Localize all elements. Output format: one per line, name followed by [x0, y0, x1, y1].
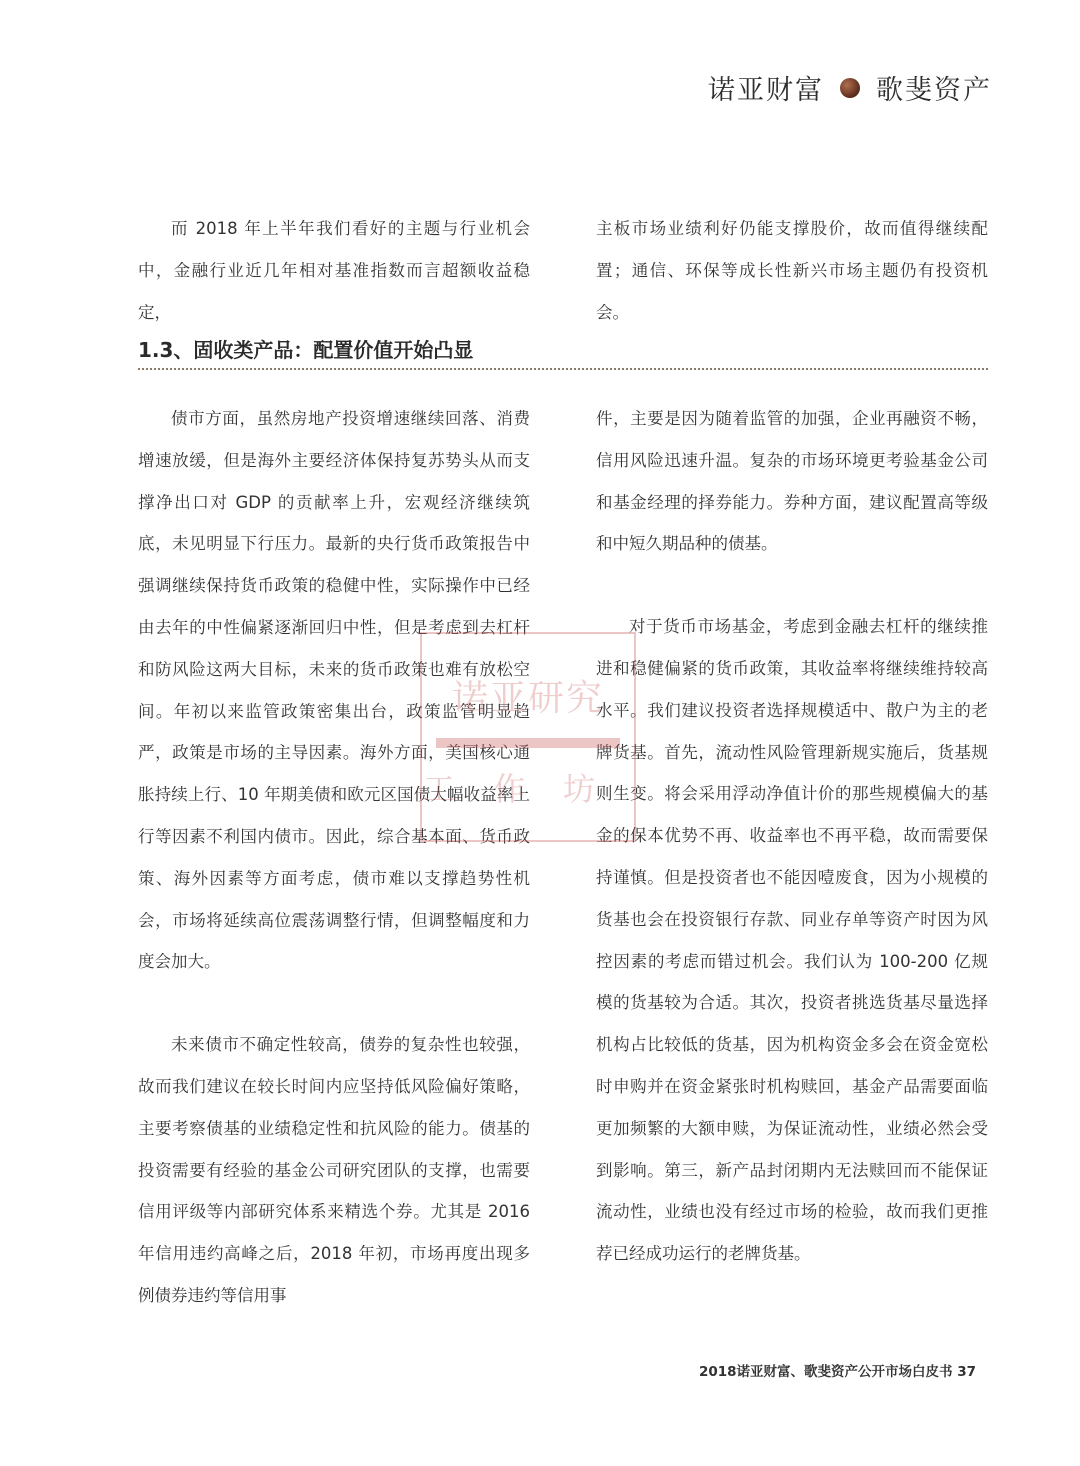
- bond-market-paragraph: 债市方面，虽然房地产投资增速继续回落、消费增速放缓，但是海外主要经济体保持复苏势头从而支撑净出口对 GDP 的贡献率上升，宏观经济继续筑底，未见明显下行压力。最新的央行货币政策报告中强调继续保持货币政策的稳健中性，实际操作中已经由去年的中性偏紧逐渐回归中性，但是考虑到去杠杆和防风险这两大目标，未来的货币政策也难有放松空间。年初以来监管政策密集出台，政策监管明显趋严，政策是市场的主导因素。海外方面，美国核心通胀持续上行、10 年期美债和欧元区国债大幅收益率上行等因素不利国内债市。因此，综合基本面、货币政策、海外因素等方面考虑，债市难以支撑趋势性机会，市场将延续高位震荡调整行情，但调整幅度和力度会加大。: [138, 409, 530, 972]
- bond-strategy-paragraph: 未来债市不确定性较高，债券的复杂性也较强，故而我们建议在较长时间内应坚持低风险偏好策略，主要考察债基的业绩稳定性和抗风险的能力。债基的投资需要有经验的基金公司研究团队的支撑，也需要信用评级等内部研究体系来精选个券。尤其是 2016 年信用违约高峰之后，2018 年初，市场再度出现多例债券违约等信用事: [138, 1035, 530, 1305]
- brand-noah: 诺亚财富: [708, 75, 824, 106]
- right-column: [596, 398, 988, 1275]
- watermark-line2: 工作坊: [422, 770, 633, 808]
- top-right-paragraph: 主板市场业绩利好仍能支撑股价，故而值得继续配置；通信、环保等成长性新兴市场主题仍有投资机会。: [596, 219, 988, 322]
- brand-gopher: 歌斐资产: [876, 75, 992, 106]
- money-market-paragraph: 对于货币市场基金，考虑到金融去杠杆的继续推进和稳健偏紧的货币政策，其收益率将继续维持较高水平。我们建议投资者选择规模适中、散户为主的老牌货基。首先，流动性风险管理新规实施后，货基规则生变。将会采用浮动净值计价的那些规模偏大的基金的保本优势不再、收益率也不再平稳，故而需要保持谨慎。但是投资者也不能因噎废食，因为小规模的货基也会在投资银行存款、同业存单等资产时因为风控因素的考虑而错过机会。我们认为 100-200 亿规模的货基较为合适。其次，投资者挑选货基尽量选择机构占比较低的货基，因为机构资金多会在资金宽松时申购并在资金紧张时机构赎回，基金产品需要面临更加频繁的大额申赎，为保证流动性，业绩必然会受到影响。第三，新产品封闭期内无法赎回而不能保证流动性，业绩也没有经过市场的检验，故而我们更推荐已经成功运行的老牌货基。: [596, 617, 988, 1264]
- left-column: [138, 398, 530, 1317]
- top-left-column: [138, 208, 530, 333]
- brand-dot-icon: [840, 78, 860, 98]
- heading-divider: [138, 368, 988, 370]
- brand-header: [708, 68, 992, 107]
- top-right-column: [596, 208, 988, 333]
- credit-risk-paragraph: 件，主要是因为随着监管的加强，企业再融资不畅，信用风险迅速升温。复杂的市场环境更考验基金公司和基金经理的择券能力。券种方面，建议配置高等级和中短久期品种的债基。: [596, 409, 988, 554]
- section-heading: 1.3、固收类产品：配置价值开始凸显: [138, 338, 474, 362]
- watermark-line1: 诺亚研究: [451, 678, 604, 719]
- top-left-paragraph: 而 2018 年上半年我们看好的主题与行业机会中，金融行业近几年相对基准指数而言超额收益稳定，: [138, 219, 530, 322]
- page-footer: 2018诺亚财富、歌斐资产公开市场白皮书 37: [698, 1364, 976, 1380]
